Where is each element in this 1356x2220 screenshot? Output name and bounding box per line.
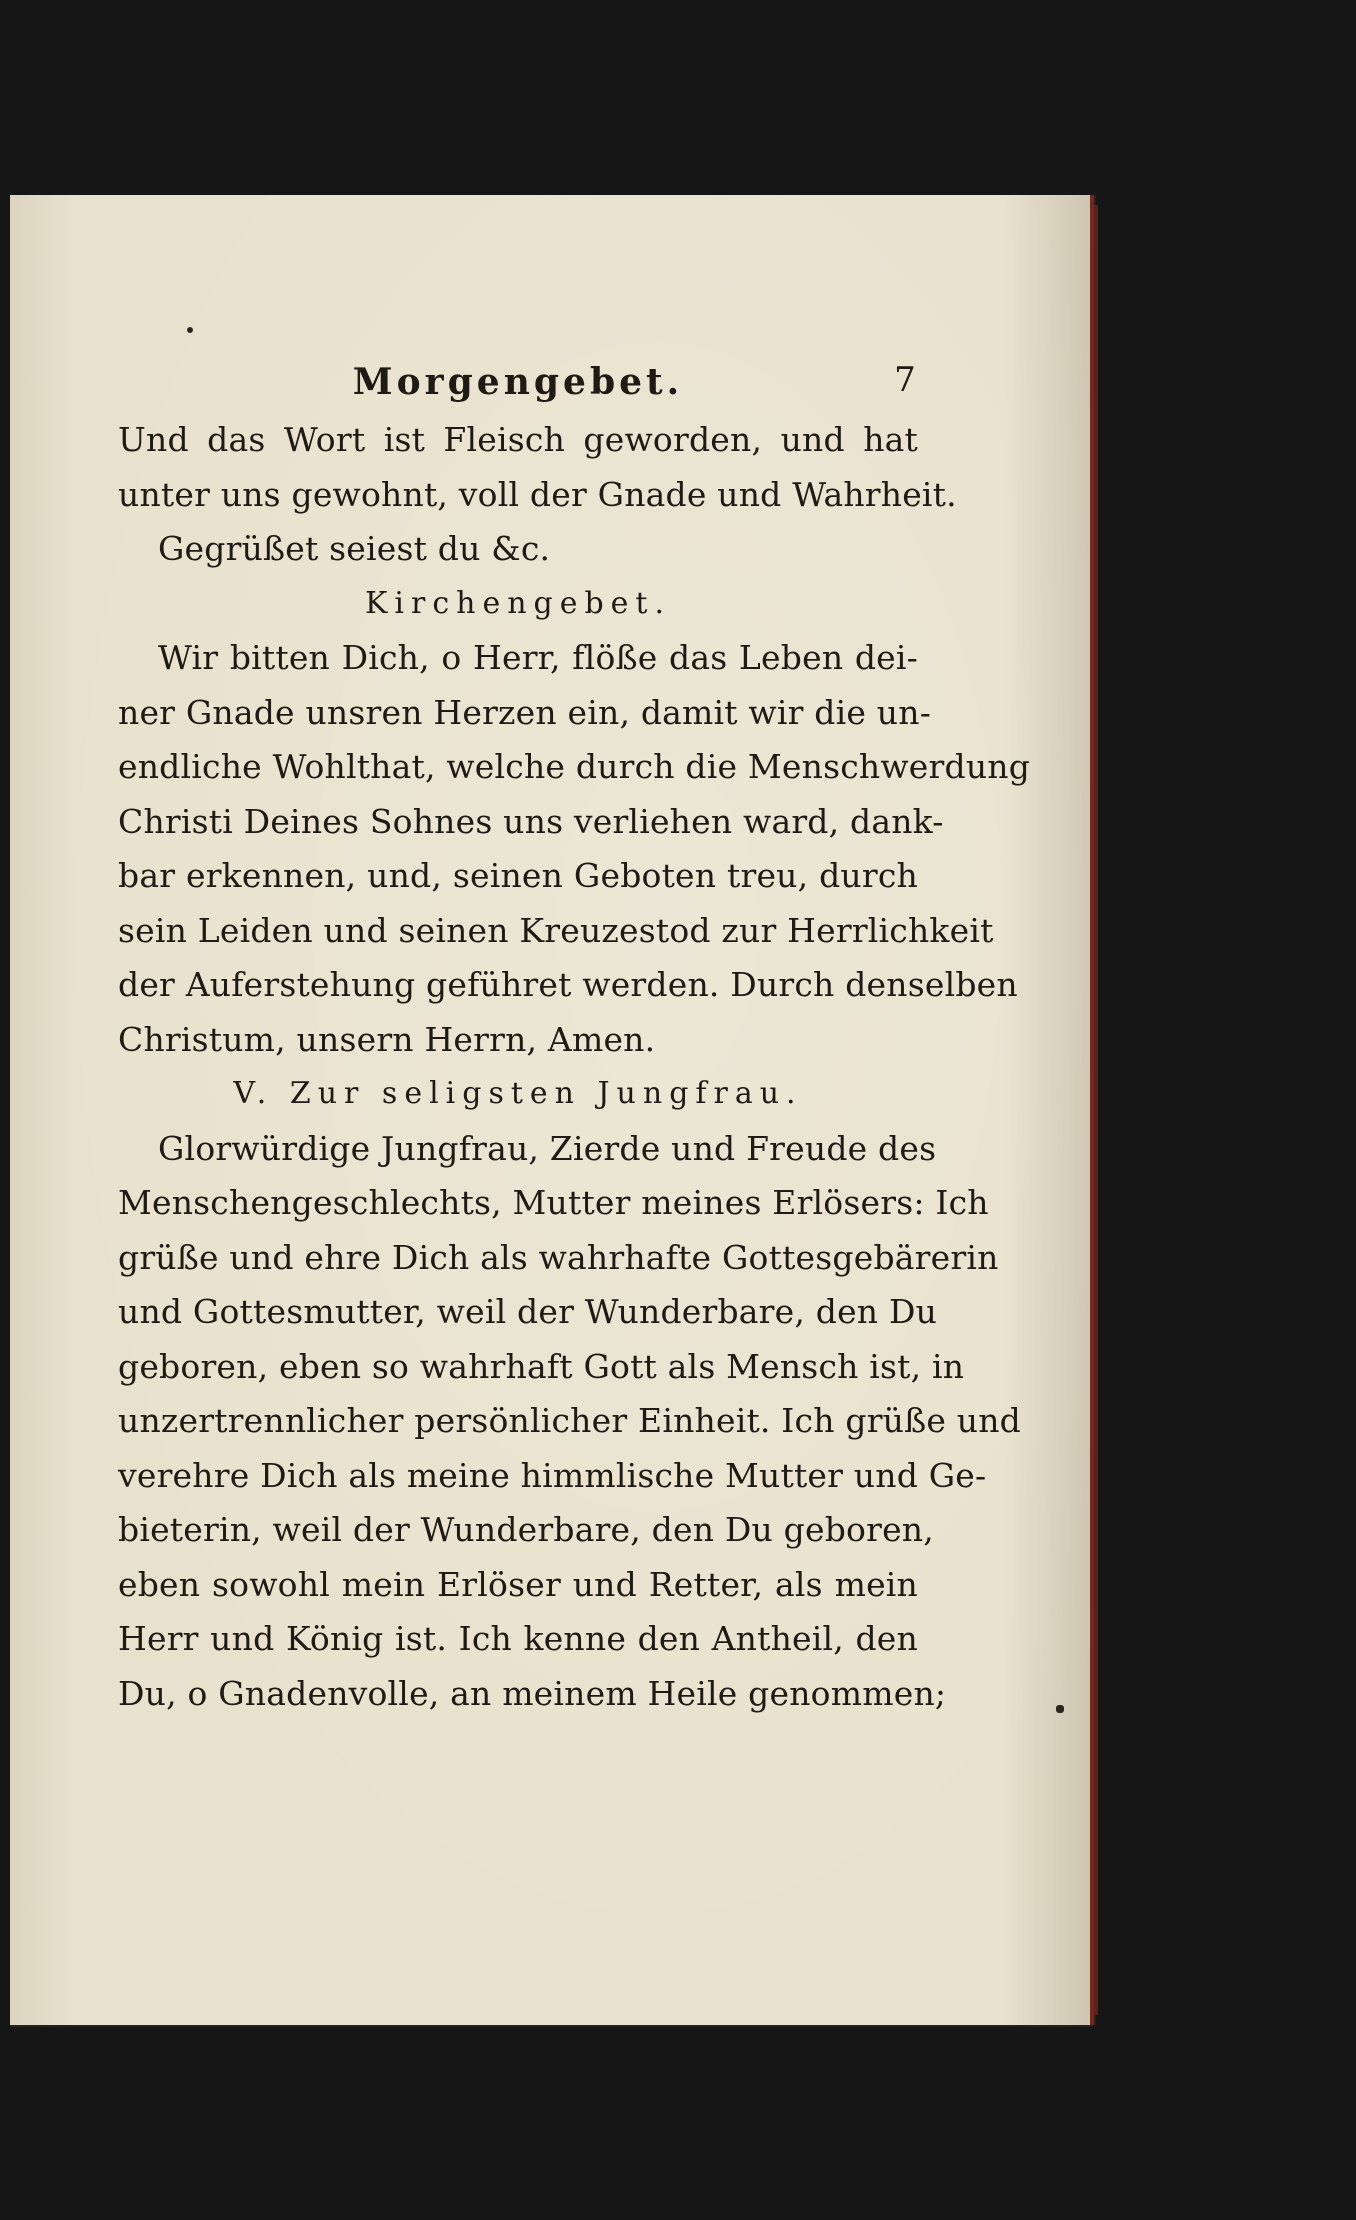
section-heading: V. Zur seligsten Jungfrau.	[233, 1076, 803, 1111]
text-line: bieterin, weil der Wunderbare, den Du geboren,	[118, 1510, 934, 1549]
paper-speck	[187, 327, 193, 333]
text-line: bar erkennen, und, seinen Geboten treu, durch	[118, 856, 918, 895]
text-line: der Auferstehung geführet werden. Durch denselben	[118, 965, 1018, 1004]
text-line: Menschengeschlechts, Mutter meines Erlösers: Ich	[118, 1183, 989, 1222]
text-line: Wir bitten Dich, o Herr, flöße das Leben dei-	[158, 638, 918, 677]
paper-speck	[1056, 1705, 1064, 1713]
text-line: unter uns gewohnt, voll der Gnade und Wahrheit.	[118, 474, 957, 514]
text-line: geboren, eben so wahrhaft Gott als Mensch ist, in	[118, 1346, 965, 1386]
paragraph-scripture	[118, 413, 957, 522]
text-line: endliche Wohlthat, welche durch die Menschwerdung	[118, 747, 1031, 786]
text-line: Herr und König ist. Ich kenne den Antheil, den	[118, 1619, 918, 1658]
text-line: Und das Wort ist Fleisch geworden, und hat	[118, 420, 918, 459]
text-line: und Gottesmutter, weil der Wunderbare, den Du	[118, 1292, 938, 1331]
text-line: Christum, unsern Herrn, Amen.	[118, 1019, 656, 1059]
text-line: unzertrennlicher persönlicher Einheit. Ich grüße und	[118, 1401, 1022, 1440]
page-edge	[1094, 205, 1098, 2015]
paragraph-prayer	[118, 631, 1031, 1067]
running-head	[118, 353, 918, 413]
paragraph-marian-prayer	[118, 1122, 1022, 1722]
text-line: Gegrüßet seiest du &c.	[158, 529, 551, 568]
text-line: grüße und ehre Dich als wahrhafte Gottesgebärerin	[118, 1237, 999, 1277]
text-line: Du, o Gnadenvolle, an meinem Heile genommen;	[118, 1673, 947, 1713]
page-number: 7	[894, 360, 916, 400]
text-line: verehre Dich als meine himmlische Mutter und Ge-	[118, 1455, 987, 1495]
text-line: sein Leiden und seinen Kreuzestod zur Herrlichkeit	[118, 910, 994, 950]
text-line: Glorwürdige Jungfrau, Zierde und Freude des	[158, 1128, 937, 1168]
section-heading: Kirchengebet.	[364, 585, 672, 621]
book-page	[10, 195, 1094, 2025]
page-text	[118, 353, 1031, 1721]
text-line: Christi Deines Sohnes uns verliehen ward, dank-	[118, 801, 944, 841]
text-line: eben sowohl mein Erlöser und Retter, als mein	[118, 1564, 918, 1604]
running-title: Morgengebet.	[352, 361, 684, 403]
text-line: ner Gnade unsren Herzen ein, damit wir die un-	[118, 692, 932, 732]
paragraph-ave	[118, 522, 918, 577]
